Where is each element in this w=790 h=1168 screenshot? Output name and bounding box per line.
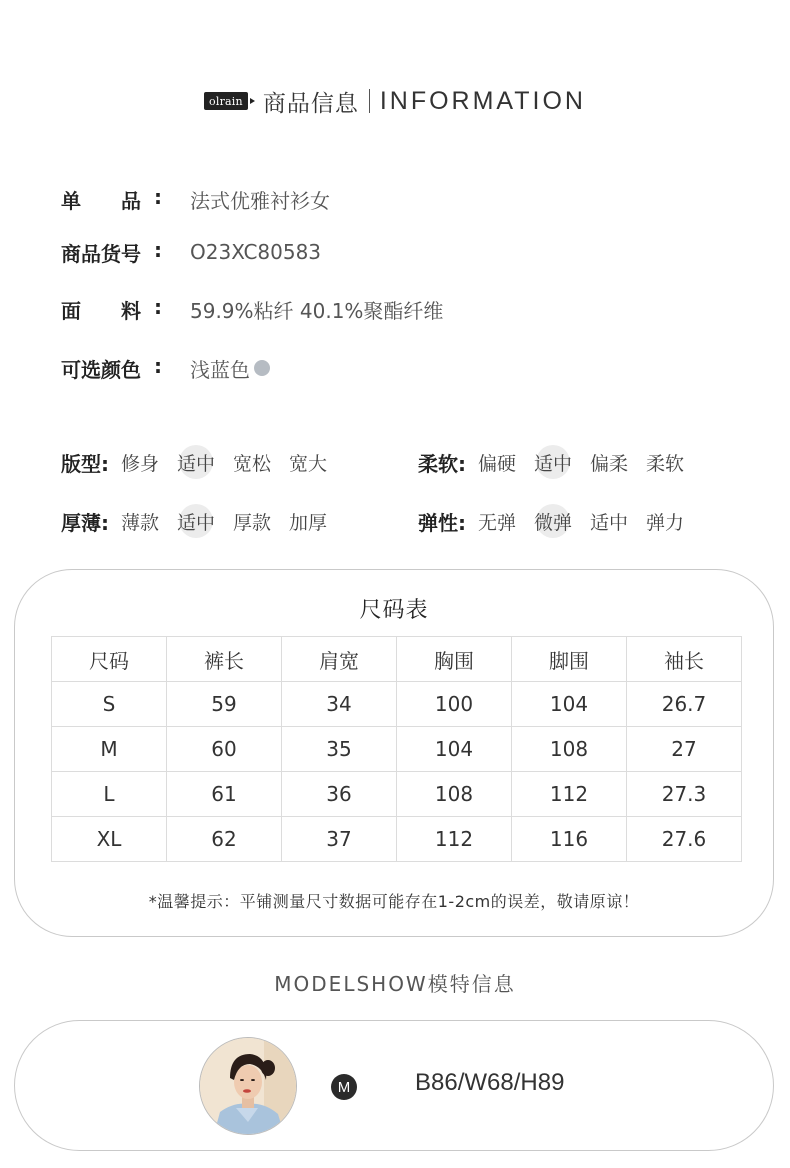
attr-option: 适中 — [590, 511, 629, 534]
table-cell: 27.6 — [627, 817, 742, 862]
attr-option-selected: 适中 — [177, 449, 215, 476]
table-cell: 61 — [167, 772, 282, 817]
info-value: 法式优雅衬衫女 — [190, 188, 330, 213]
table-cell: 112 — [512, 772, 627, 817]
header-title-en: INFORMATION — [379, 86, 586, 115]
table-cell: 112 — [397, 817, 512, 862]
attr-label: 柔软: — [418, 451, 466, 476]
color-name: 浅蓝色 — [190, 357, 250, 382]
info-value: 59.9%粘纤 40.1%聚酯纤维 — [190, 298, 444, 323]
attr-option: 厚款 — [233, 511, 272, 534]
table-cell: 27 — [627, 727, 742, 772]
info-label: 单 品 : — [61, 184, 162, 213]
attr-option: 薄款 — [121, 511, 160, 534]
table-cell: 104 — [397, 727, 512, 772]
attr-label: 弹性: — [418, 510, 466, 535]
table-header-cell: 脚围 — [512, 637, 627, 682]
attr-option: 修身 — [121, 452, 160, 475]
table-header-cell: 尺码 — [52, 637, 167, 682]
table-header-row — [52, 637, 742, 682]
info-row-product — [61, 184, 330, 214]
attr-thickness — [61, 504, 345, 538]
table-row — [52, 817, 742, 862]
header-divider — [369, 89, 370, 113]
attr-option: 宽大 — [289, 452, 328, 475]
table-cell: L — [52, 772, 167, 817]
color-swatch — [254, 360, 270, 376]
attr-option-selected: 适中 — [177, 508, 215, 535]
table-header-cell: 裤长 — [167, 637, 282, 682]
table-cell: 59 — [167, 682, 282, 727]
table-row — [52, 682, 742, 727]
model-measurements: B86/W68/H89 — [415, 1069, 565, 1096]
size-table — [51, 636, 742, 862]
attr-fit — [61, 445, 345, 479]
info-label: 面 料 : — [61, 294, 162, 323]
model-section-title: MODELSHOW模特信息 — [274, 972, 516, 996]
info-value: O23XC80583 — [190, 240, 322, 264]
attr-label: 版型: — [61, 451, 109, 476]
model-portrait-icon — [200, 1038, 296, 1134]
table-cell: 100 — [397, 682, 512, 727]
table-cell: 108 — [397, 772, 512, 817]
attr-option: 偏硬 — [478, 452, 517, 475]
attr-option: 柔软 — [646, 452, 685, 475]
attr-elasticity — [418, 504, 702, 538]
table-cell: 36 — [282, 772, 397, 817]
model-size-badge: M — [331, 1074, 357, 1100]
info-label: 可选颜色 : — [61, 353, 162, 382]
info-value — [190, 354, 270, 383]
size-chart-card — [14, 569, 774, 937]
table-cell: 26.7 — [627, 682, 742, 727]
table-cell: 27.3 — [627, 772, 742, 817]
attr-option-selected: 微弹 — [534, 508, 572, 535]
attr-option: 无弹 — [478, 511, 517, 534]
header-title-cn: 商品信息 — [262, 90, 359, 117]
attr-option: 宽松 — [233, 452, 272, 475]
table-cell: 60 — [167, 727, 282, 772]
table-cell: 34 — [282, 682, 397, 727]
table-cell: 37 — [282, 817, 397, 862]
table-cell: 62 — [167, 817, 282, 862]
table-cell: 116 — [512, 817, 627, 862]
table-cell: 35 — [282, 727, 397, 772]
brand-logo: olrain — [204, 92, 248, 110]
info-row-fabric — [61, 294, 443, 324]
info-row-sku — [61, 237, 321, 267]
info-label: 商品货号 : — [61, 237, 162, 266]
model-card — [14, 1020, 774, 1151]
attr-option: 弹力 — [646, 511, 685, 534]
table-header-cell: 袖长 — [627, 637, 742, 682]
table-cell: 104 — [512, 682, 627, 727]
table-header-cell: 肩宽 — [282, 637, 397, 682]
size-chart-title: 尺码表 — [359, 598, 429, 623]
table-row — [52, 772, 742, 817]
attr-option: 加厚 — [289, 511, 328, 534]
info-row-color — [61, 353, 270, 383]
table-row — [52, 727, 742, 772]
table-cell: XL — [52, 817, 167, 862]
table-cell: S — [52, 682, 167, 727]
attr-label: 厚薄: — [61, 510, 109, 535]
attr-option-selected: 适中 — [534, 449, 572, 476]
attr-option: 偏柔 — [590, 452, 629, 475]
logo-arrow-icon — [250, 98, 255, 104]
table-cell: M — [52, 727, 167, 772]
table-cell: 108 — [512, 727, 627, 772]
attr-softness — [418, 445, 702, 479]
model-avatar — [199, 1037, 297, 1135]
table-header-cell: 胸围 — [397, 637, 512, 682]
section-header — [0, 84, 790, 118]
measurement-note: *温馨提示：平铺测量尺寸数据可能存在1-2cm的误差，敬请原谅！ — [148, 892, 640, 911]
